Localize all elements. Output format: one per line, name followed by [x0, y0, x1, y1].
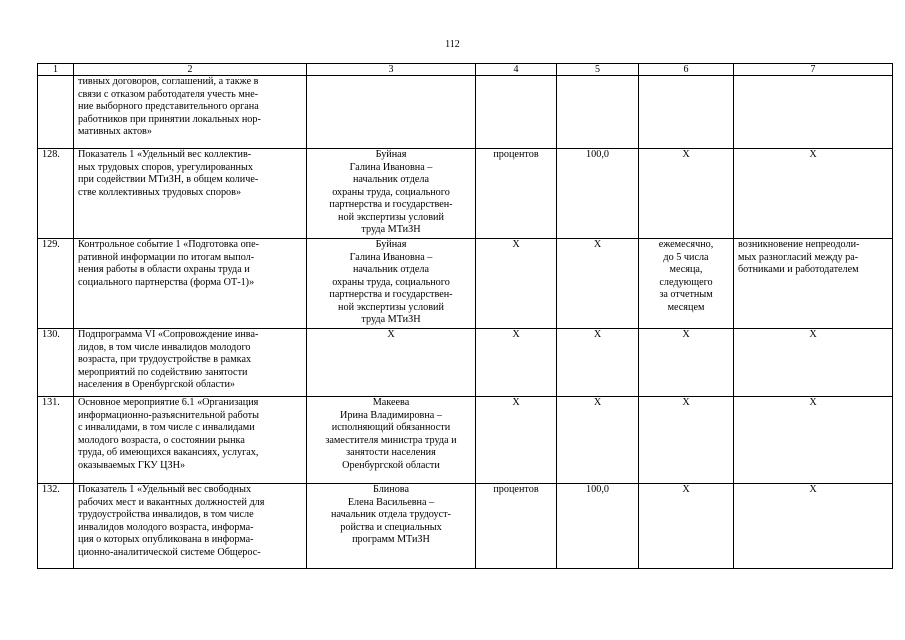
row-deadline-line: Х [682, 329, 690, 340]
row-responsible [307, 329, 476, 397]
row-value [557, 76, 639, 149]
row-responsible-line: труда МТиЗН [361, 224, 421, 235]
row-note-line: Х [809, 397, 817, 408]
row-responsible-line: Галина Ивановна – [349, 251, 433, 263]
row-responsible-line: партнерства и государствен- [329, 199, 453, 210]
row-deadline [639, 484, 734, 569]
row-deadline-line: Х [682, 484, 690, 495]
header-cell-3: 3 [307, 64, 476, 76]
row-responsible-line: Буйная [375, 239, 407, 250]
row-value: Х [557, 397, 639, 484]
row-responsible-line: занятости населения [346, 447, 436, 458]
row-responsible-line: Макеева [372, 397, 410, 408]
row-number: 132. [38, 484, 74, 569]
row-responsible-line: исполняющий обязанности [331, 422, 451, 433]
row-number: 129. [38, 239, 74, 329]
row-responsible-line: Буйная [375, 149, 407, 160]
row-name-line: рабочих мест и вакантных должностей для [78, 496, 265, 508]
row-name-line: молодого возраста, о состоянии рынка [78, 434, 245, 446]
row-deadline [639, 329, 734, 397]
row-deadline-line: за отчетным [659, 289, 713, 300]
row-note-line: Х [809, 329, 817, 340]
row-responsible-line: ной экспертизы условий [338, 211, 444, 223]
row-deadline-line: ежемесячно, [658, 239, 714, 250]
row-responsible-line: Ирина Владимировна – [340, 409, 442, 421]
row-name [74, 239, 307, 329]
table-row [38, 239, 893, 329]
row-responsible-line: начальник отдела [352, 264, 430, 275]
row-deadline-line: следующего [659, 276, 713, 288]
row-deadline [639, 76, 734, 149]
row-number: 131. [38, 397, 74, 484]
row-responsible [307, 484, 476, 569]
row-note [734, 397, 893, 484]
row-responsible [307, 149, 476, 239]
row-responsible [307, 397, 476, 484]
row-note-line: Х [809, 484, 817, 495]
table-row [38, 149, 893, 239]
row-note-line: возникновение непреодоли- [738, 239, 860, 250]
program-table [37, 63, 893, 569]
row-name-line: ных трудовых споров, урегулированных [78, 161, 253, 173]
row-name-line: ция о которых опубликована в информа- [78, 534, 254, 545]
row-name [74, 76, 307, 149]
row-note [734, 484, 893, 569]
row-name-line: работников при принятии локальных нор- [78, 113, 261, 125]
row-responsible [307, 239, 476, 329]
row-name-line: тивных договоров, соглашений, а также в [78, 76, 259, 87]
row-name-line: при содействии МТиЗН, в общем количе- [78, 174, 259, 185]
table-header-row [38, 64, 893, 76]
header-cell-5: 5 [557, 64, 639, 76]
header-cell-1: 1 [38, 64, 74, 76]
row-responsible-line: программ МТиЗН [352, 534, 430, 545]
row-name-line: оказываемых ГКУ ЦЗН» [78, 459, 186, 471]
row-responsible-line: начальник отдела [352, 174, 430, 185]
row-note-line: ботниками и работодателем [738, 264, 859, 275]
row-deadline-line: Х [682, 397, 690, 408]
row-name-line: ративной информации по итогам выпол- [78, 251, 255, 263]
row-unit: процентов [476, 484, 557, 569]
row-name [74, 329, 307, 397]
row-unit: Х [476, 397, 557, 484]
table-row [38, 76, 893, 149]
row-responsible-line: партнерства и государствен- [329, 289, 453, 300]
table-row [38, 397, 893, 484]
header-cell-4: 4 [476, 64, 557, 76]
row-note [734, 149, 893, 239]
row-value: Х [557, 239, 639, 329]
row-name-line: населения в Оренбургской области» [78, 379, 236, 390]
row-unit [476, 76, 557, 149]
row-value: 100,0 [557, 149, 639, 239]
row-name-line: нения работы в области охраны труда и [78, 264, 250, 275]
row-name-line: социального партнерства (форма ОТ-1)» [78, 276, 255, 288]
row-name-line: с инвалидами, в том числе с инвалидами [78, 422, 255, 433]
row-note-line: Х [809, 149, 817, 160]
row-value: Х [557, 329, 639, 397]
row-name-line: лидов, в том числе инвалидов молодого [78, 341, 251, 353]
header-cell-2: 2 [74, 64, 307, 76]
row-name-line: Контрольное событие 1 «Подготовка опе- [78, 239, 260, 250]
row-name-line: труда, об имеющихся вакансиях, услугах, [78, 447, 259, 458]
row-responsible-line: Х [387, 329, 395, 340]
row-deadline-line: до 5 числа [663, 251, 709, 263]
row-number [38, 76, 74, 149]
row-responsible-line: начальник отдела трудоуст- [331, 509, 451, 520]
row-responsible-line: заместителя министра труда и [325, 434, 457, 446]
row-deadline-line: месяца, [669, 264, 703, 275]
row-value: 100,0 [557, 484, 639, 569]
row-name-line: Показатель 1 «Удельный вес свободных [78, 484, 252, 495]
row-name-line: информационно-разъяснительной работы [78, 409, 259, 421]
page-number: 112 [445, 39, 460, 50]
row-number: 128. [38, 149, 74, 239]
header-cell-7: 7 [734, 64, 893, 76]
row-responsible-line: ной экспертизы условий [338, 301, 444, 313]
table-row [38, 329, 893, 397]
row-deadline [639, 397, 734, 484]
row-name-line: Подпрограмма VI «Сопровождение инва- [78, 329, 259, 340]
row-name-line: трудоустройства инвалидов, в том числе [78, 509, 254, 520]
row-name-line: ние выборного представительного органа [78, 101, 259, 112]
row-responsible [307, 76, 476, 149]
row-name-line: стве коллективных трудовых споров» [78, 186, 242, 198]
row-deadline-line: Х [682, 149, 690, 160]
row-name-line: мероприятий по содействию занятости [78, 366, 248, 378]
row-name [74, 484, 307, 569]
row-name-line: Основное мероприятие 6.1 «Организация [78, 397, 259, 408]
row-note [734, 239, 893, 329]
row-name-line: инвалидов молодого возраста, информа- [78, 521, 254, 533]
row-number: 130. [38, 329, 74, 397]
header-cell-6: 6 [639, 64, 734, 76]
row-name-line: Показатель 1 «Удельный вес коллектив- [78, 149, 252, 160]
table-row [38, 484, 893, 569]
row-deadline [639, 149, 734, 239]
row-responsible-line: ройства и специальных [340, 521, 442, 533]
row-responsible-line: Блинова [373, 484, 409, 495]
row-responsible-line: охраны труда, социального [332, 186, 450, 198]
row-deadline-line: месяцем [667, 301, 705, 313]
row-name-line: мативных актов» [78, 126, 152, 137]
row-unit: процентов [476, 149, 557, 239]
row-note-line: мых разногласий между ра- [738, 251, 859, 263]
row-name-line: возраста, при трудоустройстве в рамках [78, 354, 252, 365]
row-name [74, 149, 307, 239]
row-unit: Х [476, 239, 557, 329]
row-note [734, 329, 893, 397]
row-responsible-line: труда МТиЗН [361, 314, 421, 325]
row-name [74, 397, 307, 484]
row-responsible-line: Галина Ивановна – [349, 161, 433, 173]
row-responsible-line: Елена Васильевна – [347, 496, 435, 508]
row-name-line: связи с отказом работодателя учесть мне- [78, 88, 259, 100]
row-name-line: ционно-аналитической системе Общерос- [78, 546, 261, 558]
row-unit: Х [476, 329, 557, 397]
row-note [734, 76, 893, 149]
row-responsible-line: Оренбургской области [342, 459, 440, 471]
row-deadline [639, 239, 734, 329]
row-responsible-line: охраны труда, социального [332, 276, 450, 288]
